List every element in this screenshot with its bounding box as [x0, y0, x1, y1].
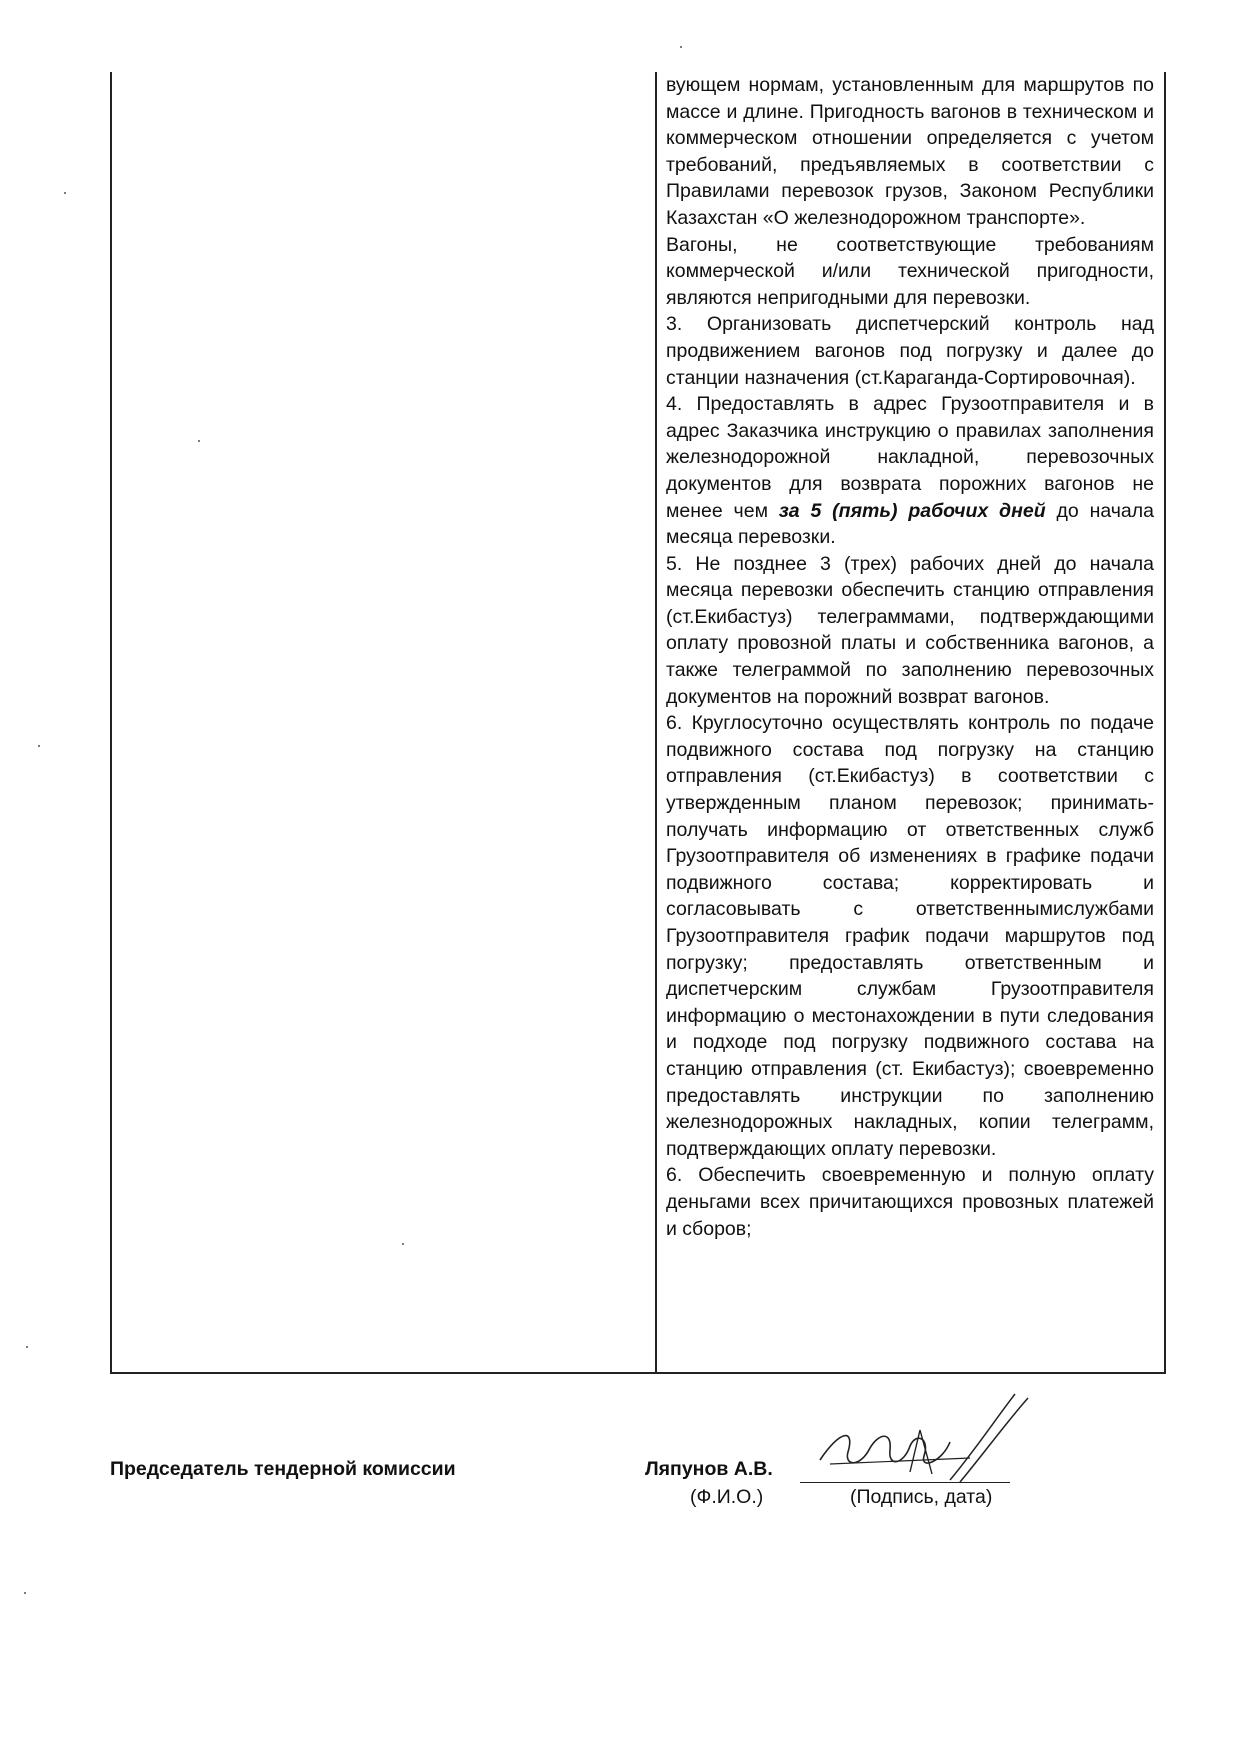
paragraph-text: 6. Круглосуточно осуществлять контроль по подаче подвижного состава под погрузку на станцию отправления (ст.Екибастуз) в соответствии с утвержденным планом перевозок; принимать-получать информацию от ответственных служб Грузоотправителя об изменениях в графике подачи подвижного состава; корректировать и согласовывать с ответственнымислужбами Грузоотправителя график подачи маршрутов под погрузку; предоставлять ответственным и диспетчерским службам Грузоотправителя информацию о местонахождении в пути следования и подходе под погрузку подвижного состава на станцию отправления (ст. Екибастуз); своевременно предоставлять инструкции по заполнению железнодорожных накладных, копии телеграмм, подтверждающих оплату перевозки. — [666, 712, 1154, 1160]
obligation-paragraph — [666, 710, 1154, 1162]
table-right-border — [1164, 72, 1166, 1374]
paragraph-text: до начала месяца перевозки. — [666, 499, 1154, 549]
paragraph-text: 3. Организовать диспетчерский контроль над продвижением вагонов под погрузку и далее до станции назначения (ст.Караганда-Сортировочная). — [666, 313, 1154, 389]
table-bottom-border — [110, 1372, 1166, 1374]
obligation-paragraph — [666, 232, 1154, 312]
signature-block — [110, 1440, 1110, 1570]
signature-caption: (Подпись, дата) — [850, 1486, 993, 1508]
table-column-divider — [655, 72, 657, 1374]
paragraph-text: вующем нормам, установленным для маршрутов по массе и длине. Пригодность вагонов в техническом и коммерческом отношении определяется с учетом требований, предъявляемых в соответствии с Правилами перевозок грузов, Законом Республики Казахстан «О железнодорожном транспорте». — [666, 74, 1154, 229]
obligations-table — [110, 72, 1166, 1374]
fio-caption: (Ф.И.О.) — [690, 1486, 764, 1508]
chair-title: Председатель тендерной комиссии — [110, 1458, 456, 1480]
scan-speck — [38, 745, 40, 747]
obligation-paragraph — [666, 551, 1154, 711]
scan-speck — [64, 192, 66, 194]
paragraph-text: 4. Предоставлять в адрес Грузоотправителя и в адрес Заказчика инструкцию о правилах заполнения железнодорожной накладной, перевозочных документов для возврата порожних вагонов не менее чем — [666, 393, 1154, 522]
paragraph-text: 6. Обеспечить своевременную и полную оплату деньгами всех причитающихся провозных платежей и сборов; — [666, 1164, 1154, 1240]
obligation-paragraph — [666, 72, 1154, 232]
obligation-paragraph — [666, 311, 1154, 391]
paragraph-text: 5. Не позднее 3 (трех) рабочих дней до начала месяца перевозки обеспечить станцию отправления (ст.Екибастуз) телеграммами, подтверждающими оплату провозной платы и собственника вагонов, а также телеграммой по заполнению перевозочных документов на порожний возврат вагонов. — [666, 552, 1154, 708]
paragraph-text: Вагоны, не соответствующие требованиям коммерческой и/или технической пригодности, являются непригодными для перевозки. — [666, 233, 1154, 309]
scan-speck — [198, 440, 200, 442]
scan-speck — [402, 1243, 404, 1245]
right-column-cell — [666, 72, 1154, 1242]
scan-speck — [26, 1346, 28, 1348]
scan-speck — [680, 46, 682, 48]
scan-speck — [24, 1592, 26, 1594]
emphasized-text: за 5 (пять) рабочих дней — [778, 499, 1046, 522]
handwritten-signature — [800, 1390, 1040, 1500]
obligation-paragraph — [666, 391, 1154, 551]
signer-name: Ляпунов А.В. — [645, 1458, 773, 1480]
obligation-paragraph — [666, 1162, 1154, 1242]
table-left-border — [110, 72, 112, 1374]
